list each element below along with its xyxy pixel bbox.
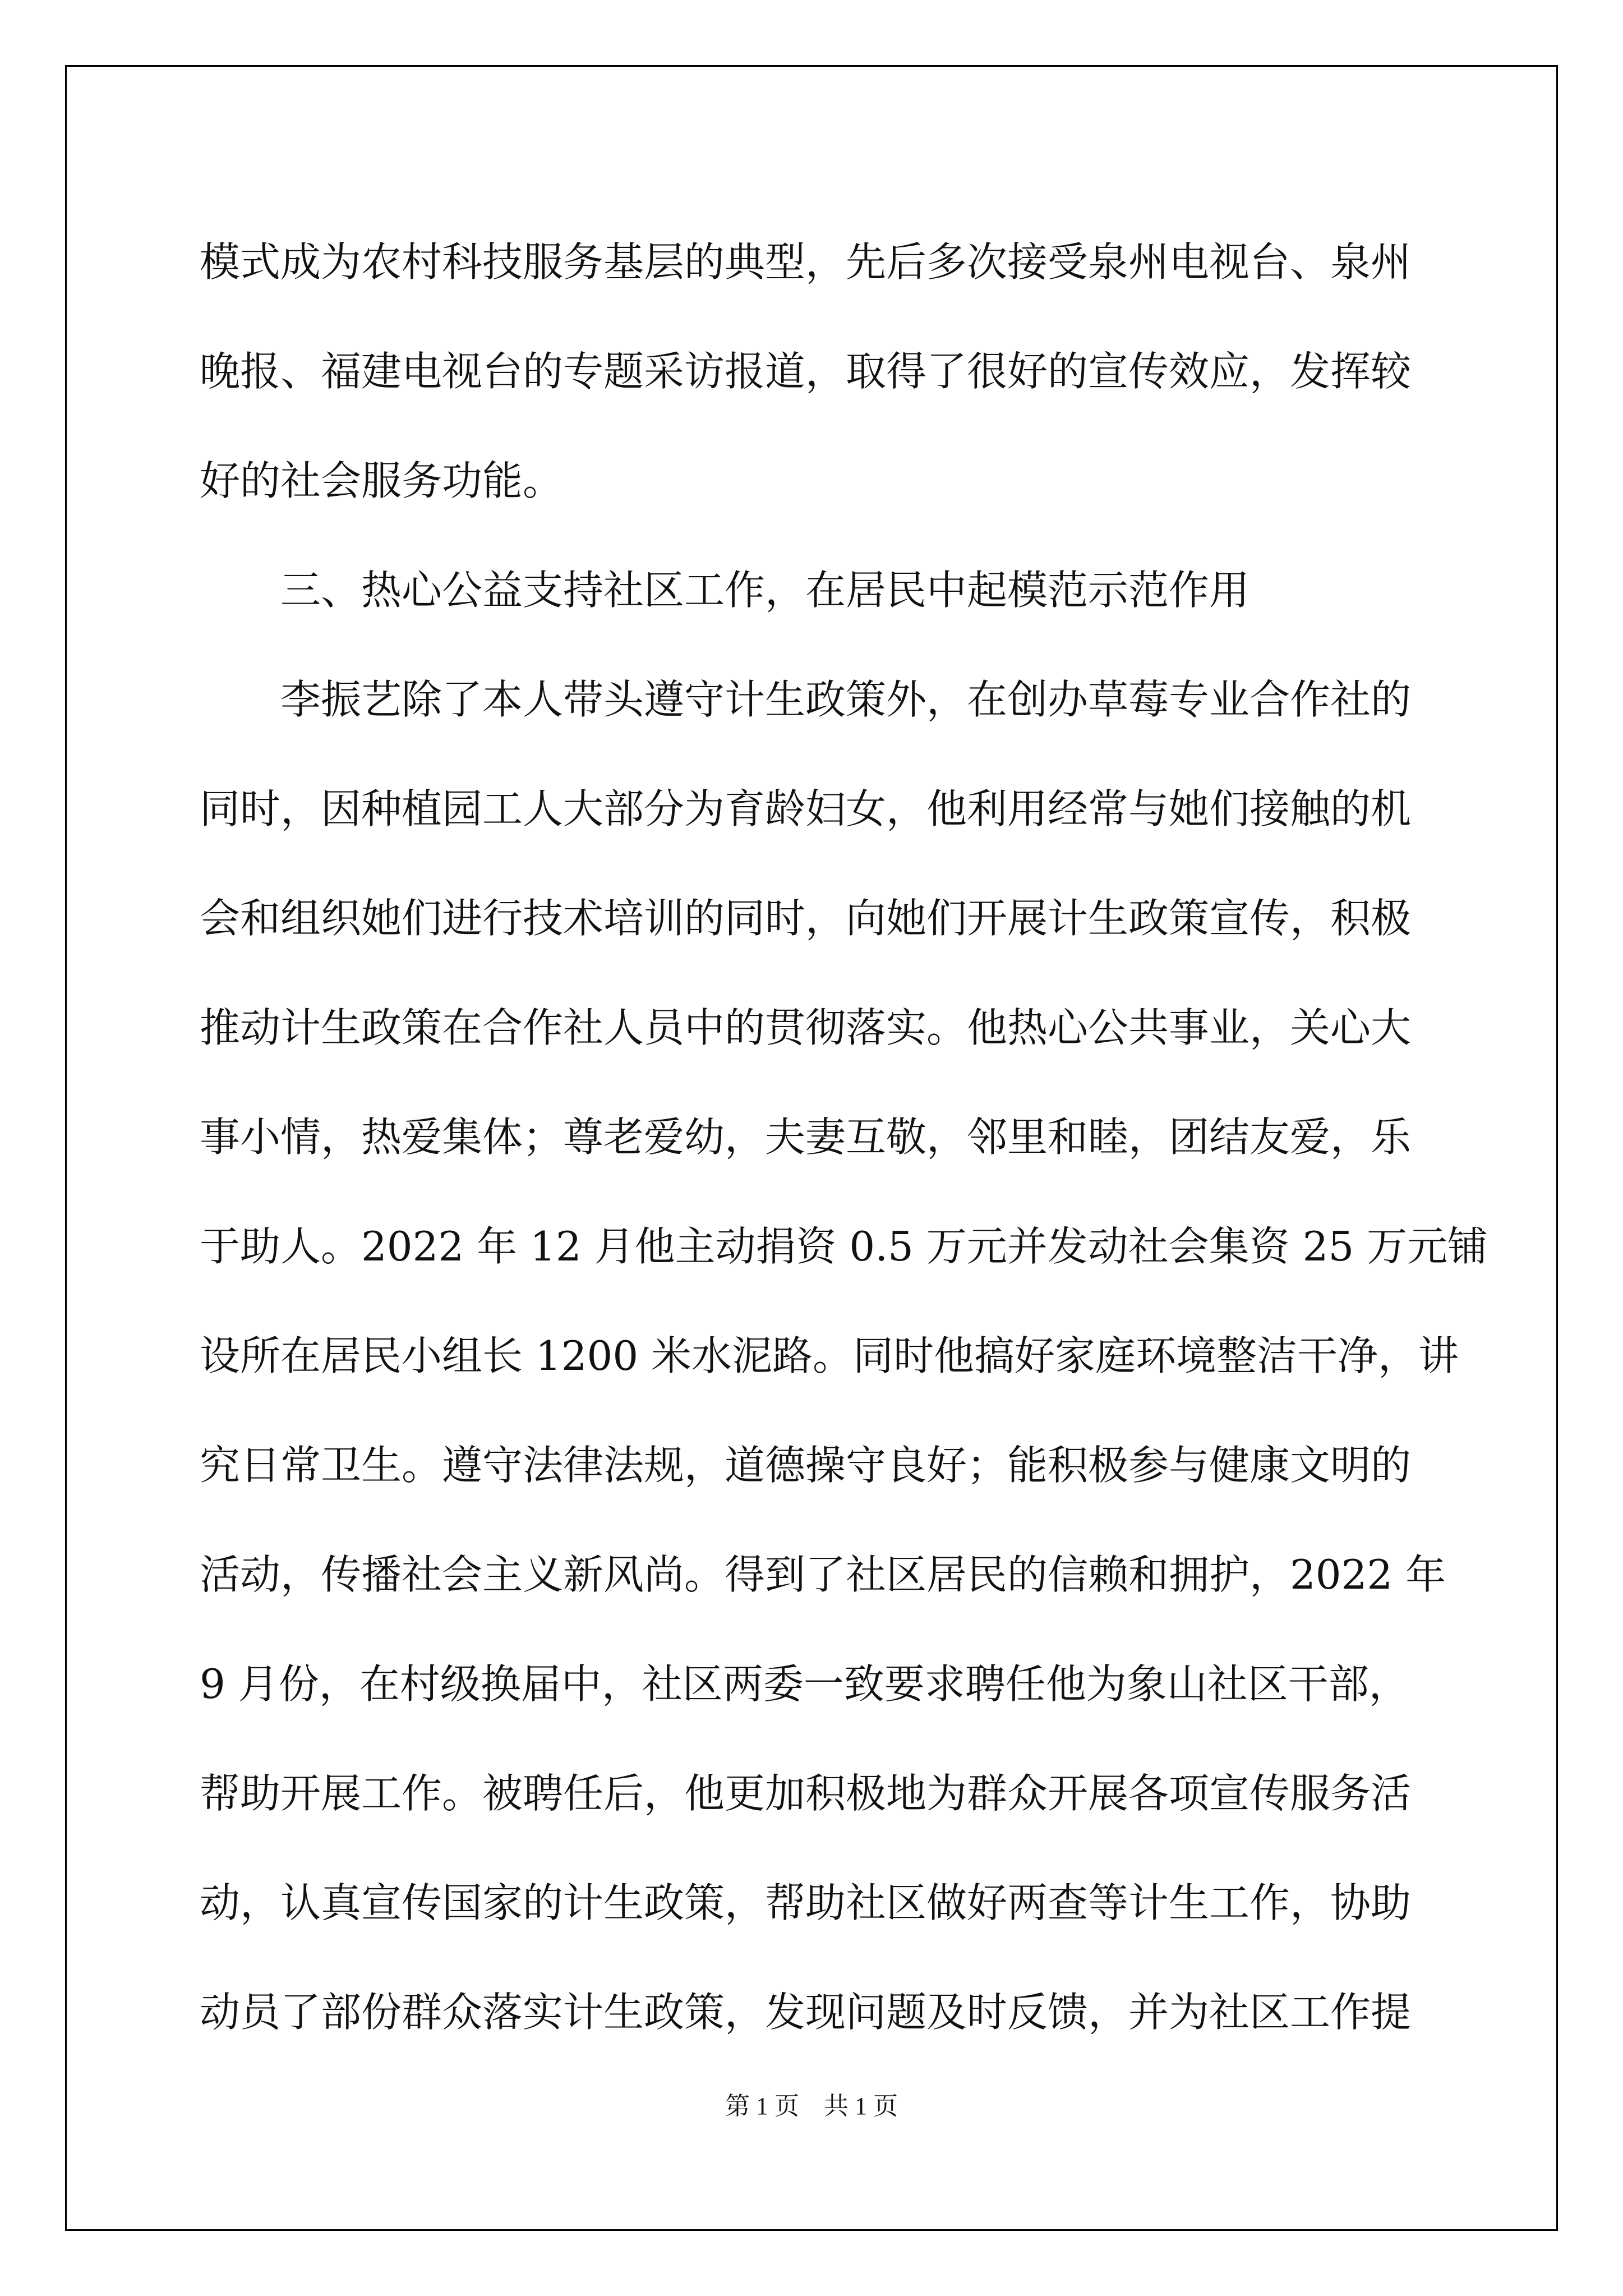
text-line: 设所在居民小组长 1200 米水泥路。同时他搞好家庭环境整洁干净，讲 [200, 1332, 1459, 1379]
document-body [200, 208, 1488, 2067]
text-line: 模式成为农村科技服务基层的典型，先后多次接受泉州电视台、泉州 [200, 238, 1412, 286]
section-heading [200, 536, 1423, 645]
text-line: 同时，因种植园工人大部分为育龄妇女，他利用经常与她们接触的机 [200, 785, 1412, 832]
paragraph-main [200, 645, 1488, 2067]
text-line: 活动，传播社会主义新风尚。得到了社区居民的信赖和拥护，2022 年 [200, 1551, 1446, 1598]
text-line: 帮助开展工作。被聘任后，他更加积极地为群众开展各项宣传服务活 [200, 1770, 1412, 1817]
text-line: 会和组织她们进行技术培训的同时，向她们开展计生政策宣传，积极 [200, 895, 1412, 942]
paragraph-intro-continued [200, 208, 1423, 536]
text-line: 推动计生政策在合作社人员中的贯彻落实。他热心公共事业，关心大 [200, 1004, 1412, 1051]
text-line: 于助人。2022 年 12 月他主动捐资 0.5 万元并发动社会集资 25 万元铺 [200, 1223, 1488, 1270]
page-number-footer: 第 1 页 共 1 页 [725, 2092, 898, 2120]
text-line: 事小情，热爱集体；尊老爱幼，夫妻互敬，邻里和睦，团结友爱，乐 [200, 1114, 1412, 1161]
text-line: 李振艺除了本人带头遵守计生政策外，在创办草莓专业合作社的 [280, 676, 1412, 723]
text-line: 好的社会服务功能。 [200, 457, 564, 504]
text-line: 晚报、福建电视台的专题采访报道，取得了很好的宣传效应，发挥较 [200, 348, 1412, 395]
text-line: 动员了部份群众落实计生政策，发现问题及时反馈，并为社区工作提 [200, 1989, 1412, 2036]
text-line: 动，认真宣传国家的计生政策，帮助社区做好两查等计生工作，协助 [200, 1879, 1412, 1926]
text-line: 究日常卫生。遵守法律法规，道德操守良好；能积极参与健康文明的 [200, 1442, 1412, 1489]
section-heading-text: 三、热心公益支持社区工作，在居民中起模范示范作用 [280, 567, 1250, 614]
text-line: 9 月份，在村级换届中，社区两委一致要求聘任他为象山社区干部， [200, 1660, 1409, 1708]
